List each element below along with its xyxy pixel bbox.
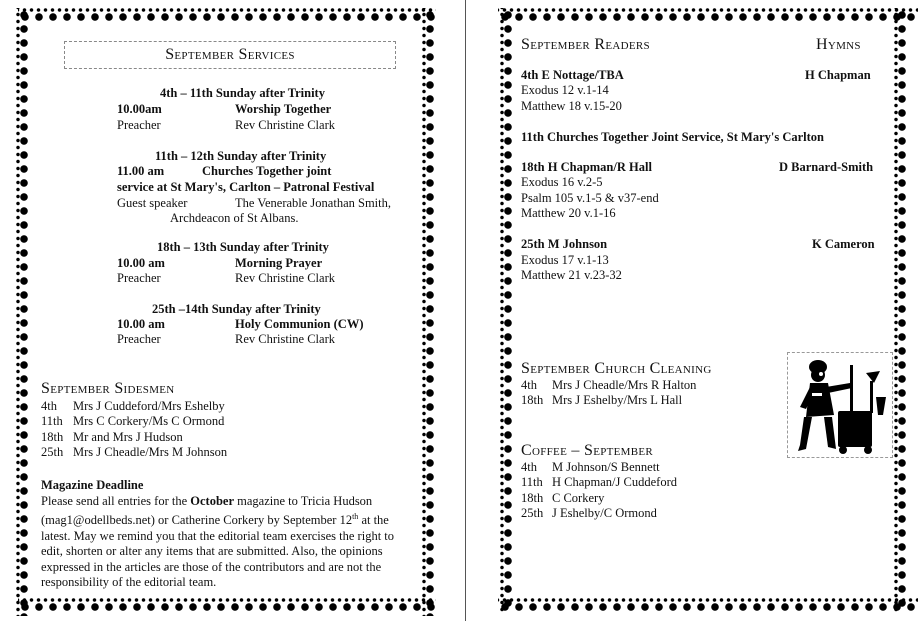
decorative-border-bottom — [498, 596, 918, 616]
service-name: Holy Communion (CW) — [235, 317, 364, 331]
decorative-border-left — [498, 8, 518, 612]
hymns-person: K Cameron — [812, 237, 875, 251]
list-item: 25th J Eshelby/C Ormond — [521, 506, 657, 521]
service-person: The Venerable Jonathan Smith, — [235, 196, 391, 210]
service-person: Rev Christine Clark — [235, 332, 335, 346]
service-time: 10.00 am — [117, 256, 165, 270]
sidesmen-list — [41, 399, 227, 461]
reading: Matthew 18 v.15-20 — [521, 99, 622, 113]
sidesmen-title: September Sidesmen — [41, 380, 175, 397]
list-item: 4th Mrs J Cheadle/Mrs R Halton — [521, 378, 697, 392]
coffee-list — [521, 460, 677, 522]
list-item: 25th Mrs J Cheadle/Mrs M Johnson — [41, 445, 228, 460]
service-role: Preacher — [117, 118, 161, 132]
decorative-border-top — [498, 6, 918, 26]
decorative-border-left — [14, 8, 34, 616]
readers-title: September Readers — [521, 36, 650, 53]
service-name: Churches Together joint — [202, 164, 332, 178]
service-name-line2: service at St Mary's, Carlton – Patronal Festival — [117, 180, 375, 194]
service-time: 10.00 am — [117, 317, 165, 331]
cleaner-with-mop-icon — [787, 352, 893, 458]
cleaning-title: September Church Cleaning — [521, 360, 712, 377]
service-person: Rev Christine Clark — [235, 271, 335, 285]
reading: Exodus 17 v.1-13 — [521, 253, 609, 267]
deadline-text: Please send all entries for the October magazine to Tricia Hudson (mag1@odellbeds.net) or Catherine Corkery by September 12th at the latest. May we remind you that the editorial team exercises the right to edit, shorten or alter any items that are submitted. Also, the opinions expressed in the articles are those of the contributors and are not the responsibility of the editorial team. — [41, 494, 395, 590]
service-person: Rev Christine Clark — [235, 118, 335, 132]
service-heading: 4th – 11th Sunday after Trinity — [160, 86, 325, 100]
hymns-person: H Chapman — [805, 68, 871, 82]
list-item: 11th Mrs C Corkery/Ms C Ormond — [41, 414, 225, 429]
reader-date: 4th E Nottage/TBA — [521, 68, 624, 82]
service-role: Preacher — [117, 271, 161, 285]
list-item: 4th M Johnson/S Bennett — [521, 460, 660, 474]
list-item: 18th Mrs J Eshelby/Mrs L Hall — [521, 393, 683, 408]
service-heading: 18th – 13th Sunday after Trinity — [157, 240, 329, 254]
reader-date: 25th M Johnson — [521, 237, 608, 251]
reading: Matthew 20 v.1-16 — [521, 206, 616, 220]
service-heading: 11th – 12th Sunday after Trinity — [155, 149, 327, 163]
service-person-line2: Archdeacon of St Albans. — [170, 211, 299, 225]
coffee-title: Coffee – September — [521, 442, 654, 459]
service-heading: 25th –14th Sunday after Trinity — [152, 302, 321, 316]
service-role: Preacher — [117, 332, 161, 346]
list-item: 4th Mrs J Cuddeford/Mrs Eshelby — [41, 399, 225, 413]
reader-date: 11th Churches Together Joint Service, St Mary's Carlton — [521, 130, 825, 144]
decorative-border-bottom — [18, 596, 436, 616]
deadline-title: Magazine Deadline — [41, 478, 144, 492]
service-name: Worship Together — [235, 102, 332, 116]
cleaning-list — [521, 378, 696, 409]
reader-date: 18th H Chapman/R Hall — [521, 160, 652, 174]
service-time: 10.00am — [117, 102, 162, 116]
service-role: Guest speaker — [117, 196, 188, 210]
reading: Matthew 21 v.23-32 — [521, 268, 622, 282]
reading: Exodus 12 v.1-14 — [521, 83, 609, 97]
list-item: 18th C Corkery — [521, 490, 605, 505]
hymns-person: D Barnard-Smith — [779, 160, 874, 174]
reading: Exodus 16 v.2-5 — [521, 175, 603, 189]
service-time: 11.00 am — [117, 164, 165, 178]
decorative-border-right — [892, 8, 912, 612]
services-title: September Services — [64, 41, 396, 69]
page-divider — [465, 0, 466, 621]
list-item: 11th H Chapman/J Cuddeford — [521, 475, 677, 490]
reading: Psalm 105 v.1-5 & v37-end — [521, 191, 659, 205]
list-item: 18th Mr and Mrs J Hudson — [41, 429, 183, 444]
decorative-border-right — [420, 8, 440, 616]
hymns-title: Hymns — [816, 36, 861, 53]
service-name: Morning Prayer — [235, 256, 323, 270]
decorative-border-top — [18, 6, 436, 26]
